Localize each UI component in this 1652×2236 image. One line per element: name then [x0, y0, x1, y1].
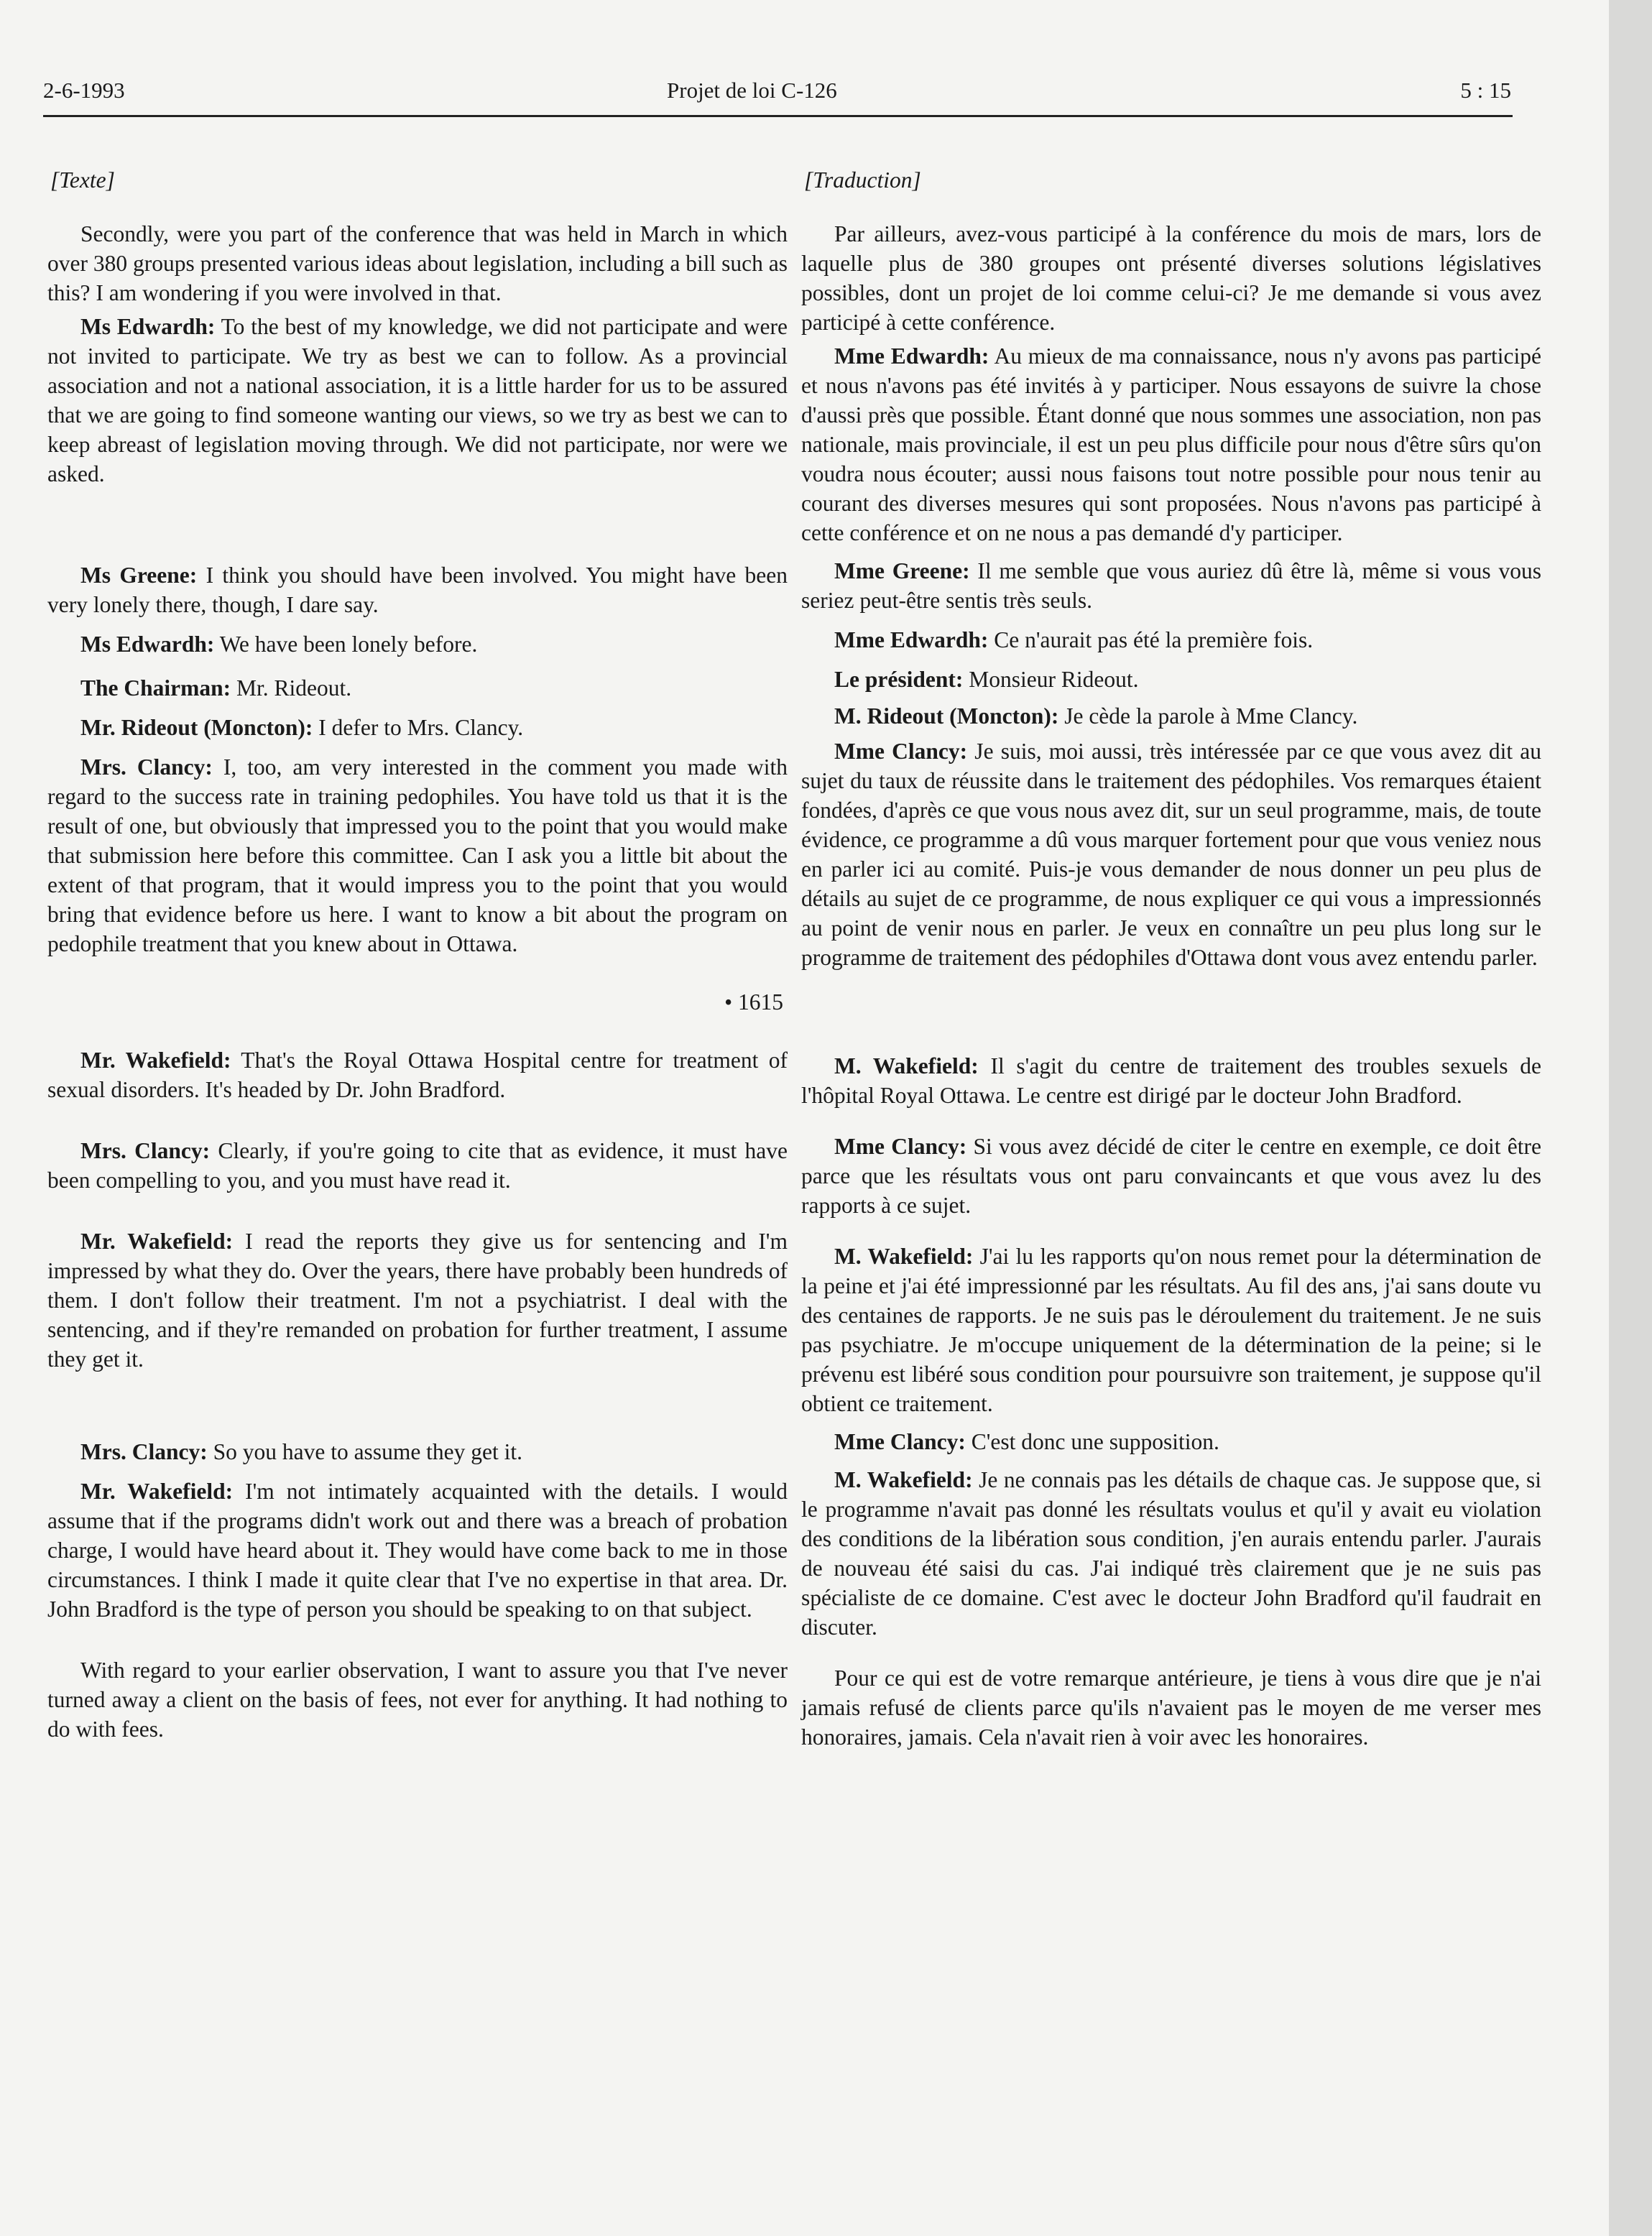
english-column	[47, 165, 788, 1744]
speaker: Mr. Rideout (Moncton):	[80, 715, 313, 740]
paragraph-text: I read the reports they give us for sentencing and I'm impressed by what they do. Over the years, there have probably been hundreds of them. I don't follow their treatment. I'm not a psychiatrist. I deal with the sentencing, and if they're remanded on probation for further treatment, I assume they get it.	[47, 1229, 788, 1372]
paragraph-text: To the best of my knowledge, we did not participate and were not invited to participate. We try as best we can to follow. As a provincial association and not a national association, it is a little harder for us to be assured that we are going to find someone wanting our views, so we try as best we can to keep abreast of legislation moving through. We did not participate, nor were we asked.	[47, 314, 788, 486]
paragraph-text: So you have to assume they get it.	[207, 1439, 523, 1464]
paragraph	[801, 736, 1541, 972]
scan-gutter	[1609, 0, 1652, 2236]
speaker: Mme Edwardh:	[834, 343, 989, 369]
speaker: Mme Greene:	[834, 558, 970, 583]
speaker: Mme Edwardh:	[834, 627, 989, 652]
speaker: Le président:	[834, 667, 964, 692]
paragraph-text: C'est donc une supposition.	[965, 1429, 1219, 1454]
paragraph-text: J'ai lu les rapports qu'on nous remet pour la détermination de la peine et j'ai été impressionné par les résultats. Au fil des ans, j'ai sans doute vu des centaines de rapports. Je ne suis pas le déroulement du traitement. Je ne suis pas psychiatre. Je m'occupe uniquement de la détermination de la peine; si le prévenu est libéré sous condition pour poursuivre son traitement, je suppose qu'il obtient ce traitement.	[801, 1244, 1541, 1416]
paragraph	[801, 1051, 1541, 1110]
paragraph-text: Au mieux de ma connaissance, nous n'y avons pas participé et nous n'avons pas été invités à y participer. Nous essayons de suivre la chose d'aussi près que possible. Étant donné que nous sommes une association, non pas nationale, mais provinciale, il est un peu plus difficile pour nous d'être sûrs qu'on voudra nous écouter; aussi nous faisons tout notre possible pour nous tenir au courant des diverses mesures qui sont proposées. Nous n'avons pas participé à cette conférence et on ne nous a pas demandé d'y participer.	[801, 343, 1541, 545]
speaker: Mr. Wakefield:	[80, 1048, 231, 1073]
speaker: Mrs. Clancy:	[80, 1138, 211, 1163]
paragraph-text: Par ailleurs, avez-vous participé à la conférence du mois de mars, lors de laquelle plus de 380 groupes ont présenté diverses solutions législatives possibles, dont un projet de loi comme celui-ci? Je me demande si vous avez participé à cette conférence.	[801, 221, 1541, 335]
paragraph	[801, 1427, 1541, 1456]
paragraph	[47, 629, 788, 659]
paragraph	[47, 752, 788, 958]
paragraph-text: That's the Royal Ottawa Hospital centre for treatment of sexual disorders. It's headed by Dr. John Bradford.	[47, 1048, 788, 1102]
paragraph-text: Monsieur Rideout.	[963, 667, 1139, 692]
paragraph-text: I'm not intimately acquainted with the details. I would assume that if the programs didn't work out and there was a breach of probation charge, I would have heard about it. They would have come back to me in those circumstances. I think I made it quite clear that I've no expertise in that area. Dr. John Bradford is the type of person you should be speaking to on that subject.	[47, 1479, 788, 1622]
speaker: Mr. Wakefield:	[80, 1479, 234, 1504]
paragraph-text: Ce n'aurait pas été la première fois.	[988, 627, 1314, 652]
paragraph	[801, 341, 1541, 548]
paragraph	[801, 625, 1541, 655]
paragraph	[47, 312, 788, 489]
paragraph-text: Si vous avez décidé de citer le centre en exemple, ce doit être parce que les résultats vous ont paru convaincants et que vous avez lu des rapports à ce sujet.	[801, 1134, 1541, 1218]
paragraph-text: I think you should have been involved. You might have been very lonely there, though, I dare say.	[47, 563, 788, 617]
speaker: The Chairman:	[80, 675, 231, 701]
header-date: 2-6-1993	[43, 78, 125, 103]
speaker: Mme Clancy:	[834, 1429, 966, 1454]
paragraph-text: Pour ce qui est de votre remarque antérieure, je tiens à vous dire que je n'ai jamais refusé de clients parce qu'ils n'avaient pas le moyen de me verser mes honoraires, jamais. Cela n'avait rien à voir avec les honoraires.	[801, 1666, 1541, 1750]
paragraph	[47, 1437, 788, 1466]
paragraph-text: Mr. Rideout.	[231, 675, 352, 701]
paragraph	[47, 713, 788, 742]
time-marker: • 1615	[724, 989, 783, 1015]
paragraph-text: Je cède la parole à Mme Clancy.	[1058, 703, 1358, 729]
header-page-number: 5 : 15	[1460, 78, 1511, 103]
speaker: Mme Clancy:	[834, 739, 968, 764]
header-rule	[43, 115, 1513, 117]
speaker: Ms Edwardh:	[80, 632, 215, 657]
paragraph	[47, 673, 788, 703]
paragraph-text: I, too, am very interested in the comment you made with regard to the success rate in training pedophiles. You have told us that it is the result of one, but obviously that impressed you to the point that you would make that submission here before this committee. Can I ask you a little bit about the extent of that program, that it would impress you to the point that you would bring that evidence before us here. I want to know a bit about the program on pedophile treatment that you knew about in Ottawa.	[47, 754, 788, 956]
french-column	[801, 165, 1541, 1752]
paragraph	[47, 1655, 788, 1744]
speaker: M. Wakefield:	[834, 1053, 979, 1078]
speaker: M. Wakefield:	[834, 1244, 974, 1269]
speaker: Mrs. Clancy:	[80, 1439, 208, 1464]
paragraph-text: We have been lonely before.	[214, 632, 478, 657]
paragraph	[47, 560, 788, 619]
paragraph-text: Je suis, moi aussi, très intéressée par ce que vous avez dit au sujet du taux de réussite dans le traitement des pédophiles. Vos remarques étaient fondées, d'après ce que vous nous avez dit, sur un seul programme, mais, de toute évidence, ce programme a dû vous marquer fortement pour que vous veniez nous en parler ici au comité. Puis-je vous demander de nous donner un peu plus de détails au sujet de ce programme, de nous expliquer ce qui vous a impressionnés au point de venir nous en parler. Je veux en connaître un peu plus long sur le programme de traitement des pédophiles d'Ottawa dont vous avez entendu parler.	[801, 739, 1541, 970]
speaker: Ms Greene:	[80, 563, 198, 588]
speaker: Ms Edwardh:	[80, 314, 216, 339]
paragraph	[801, 219, 1541, 337]
paragraph-text: Il s'agit du centre de traitement des troubles sexuels de l'hôpital Royal Ottawa. Le centre est dirigé par le docteur John Bradford.	[801, 1053, 1541, 1108]
paragraph	[801, 1132, 1541, 1220]
paragraph	[47, 1136, 788, 1195]
paragraph	[801, 1242, 1541, 1418]
french-tag: [Traduction]	[804, 167, 921, 193]
paragraph-text: Secondly, were you part of the conference that was held in March in which over 380 groups presented various ideas about legislation, including a bill such as this? I am wondering if you were involved in that.	[47, 221, 788, 305]
paragraph	[47, 1045, 788, 1104]
paragraph-text: Il me semble que vous auriez dû être là, même si vous vous seriez peut-être sentis très seuls.	[801, 558, 1541, 613]
paragraph	[801, 556, 1541, 615]
paragraph-text: I defer to Mrs. Clancy.	[313, 715, 524, 740]
paragraph-text: Clearly, if you're going to cite that as evidence, it must have been compelling to you, and you must have read it.	[47, 1138, 788, 1193]
speaker: M. Rideout (Moncton):	[834, 703, 1059, 729]
paragraph	[801, 1663, 1541, 1752]
paragraph	[801, 665, 1541, 694]
speaker: Mrs. Clancy:	[80, 754, 213, 780]
paragraph-text: With regard to your earlier observation, I want to assure you that I've never turned away a client on the basis of fees, not ever for anything. It had nothing to do with fees.	[47, 1658, 788, 1742]
english-tag: [Texte]	[50, 167, 115, 193]
speaker: Mr. Wakefield:	[80, 1229, 234, 1254]
speaker: Mme Clancy:	[834, 1134, 967, 1159]
speaker: M. Wakefield:	[834, 1467, 973, 1492]
paragraph	[47, 1226, 788, 1374]
paragraph-text: Je ne connais pas les détails de chaque cas. Je suppose que, si le programme n'avait pas donné les résultats voulus et qu'il y avait eu violation des conditions de la libération sous condition, j'en aurais entendu parler. J'aurais de nouveau été saisi du cas. J'ai indiqué très clairement que je ne suis pas spécialiste de ce domaine. C'est avec le docteur John Bradford qu'il faudrait en discuter.	[801, 1467, 1541, 1640]
paragraph	[47, 1477, 788, 1624]
paragraph	[801, 1465, 1541, 1642]
paragraph	[801, 701, 1541, 731]
paragraph	[47, 219, 788, 308]
header-title: Projet de loi C-126	[667, 78, 837, 103]
